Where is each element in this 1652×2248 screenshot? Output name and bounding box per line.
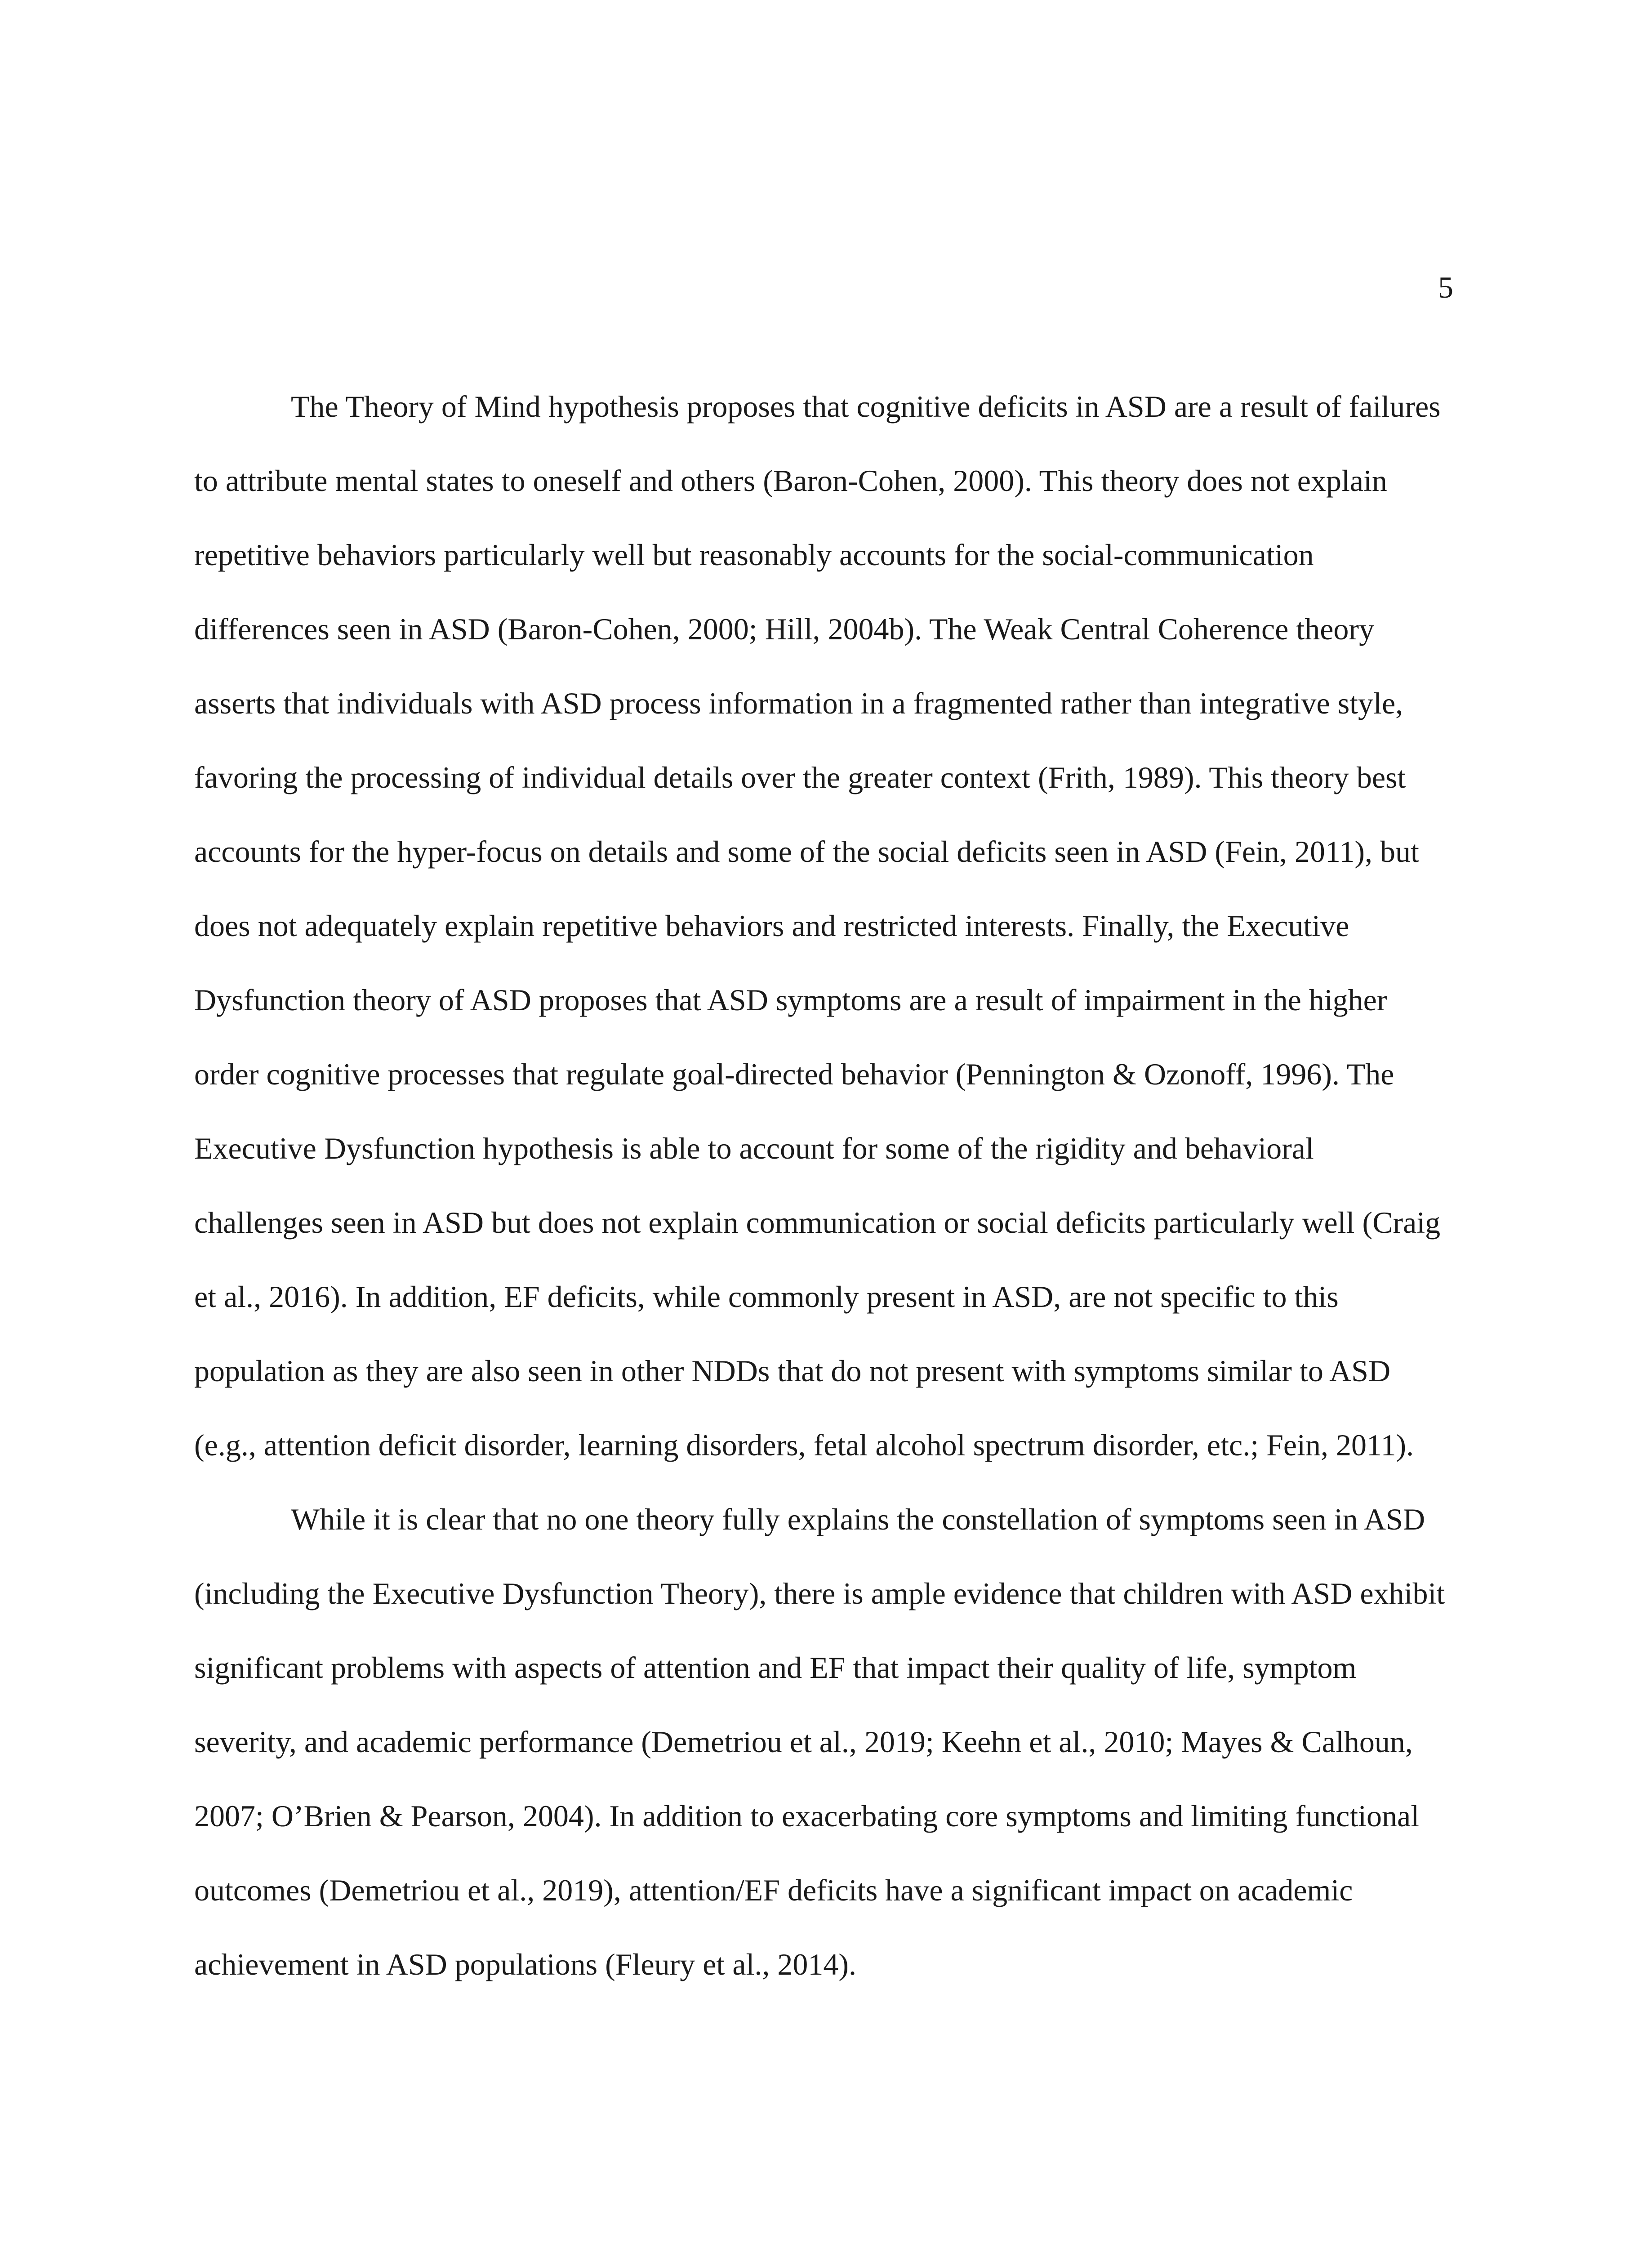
page-number: 5 [1438, 270, 1453, 304]
paragraph: The Theory of Mind hypothesis proposes that cognitive deficits in ASD are a result of failures to attribute mental states to oneself and others (Baron-Cohen, 2000). This theory does not explain repetitive behaviors particularly well but reasonably accounts for the social-communication differences seen in ASD (Baron-Cohen, 2000; Hill, 2004b). The Weak Central Coherence theory asserts that individuals with ASD process information in a fragmented rather than integrative style, favoring the processing of individual details over the greater context (Frith, 1989). This theory best accounts for the hyper-focus on details and some of the social deficits seen in ASD (Fein, 2011), but does not adequately explain repetitive behaviors and restricted interests. Finally, the Executive Dysfunction theory of ASD proposes that ASD symptoms are a result of impairment in the higher order cognitive processes that regulate goal-directed behavior (Pennington & Ozonoff, 1996). The Executive Dysfunction hypothesis is able to account for some of the rigidity and behavioral challenges seen in ASD but does not explain communication or social deficits particularly well (Craig et al., 2016). In addition, EF deficits, while commonly present in ASD, are not specific to this population as they are also seen in other NDDs that do not present with symptoms similar to ASD (e.g., attention deficit disorder, learning disorders, fetal alcohol spectrum disorder, etc.; Fein, 2011). [194, 389, 1441, 1462]
paragraph: While it is clear that no one theory fully explains the constellation of symptoms seen in ASD (including the Executive Dysfunction Theory), there is ample evidence that children with ASD exhibit significant problems with aspects of attention and EF that impact their quality of life, symptom severity, and academic performance (Demetriou et al., 2019; Keehn et al., 2010; Mayes & Calhoun, 2007; O’Brien & Pearson, 2004). In addition to exacerbating core symptoms and limiting functional outcomes (Demetriou et al., 2019), attention/EF deficits have a significant impact on academic achievement in ASD populations (Fleury et al., 2014). [194, 1502, 1445, 1981]
body-text [194, 370, 1448, 2002]
